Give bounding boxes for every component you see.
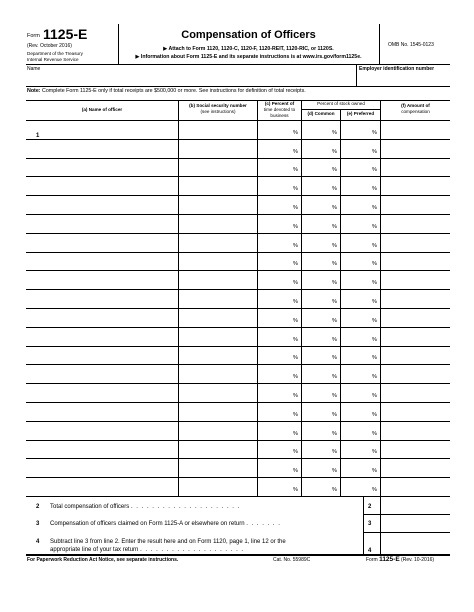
compensation-amount-field[interactable] <box>381 309 450 327</box>
percent-sign-preferred: % <box>372 242 377 249</box>
ssn-field[interactable] <box>179 234 257 252</box>
ssn-field[interactable] <box>179 459 257 477</box>
percent-sign-preferred: % <box>372 487 377 493</box>
percent-sign-preferred: % <box>372 374 377 381</box>
percent-sign-common: % <box>332 242 337 249</box>
officer-name-field[interactable] <box>26 441 178 459</box>
officer-name-field[interactable] <box>26 347 178 365</box>
percent-sign-preferred: % <box>372 148 377 155</box>
compensation-amount-field[interactable] <box>381 459 450 477</box>
ssn-field[interactable] <box>179 441 257 459</box>
percent-sign-time: % <box>293 374 298 381</box>
stock-owned-header: Percent of stock owned <box>317 101 365 106</box>
note-bold: Note: <box>27 88 41 94</box>
line-4-box-label: 4 <box>368 548 372 554</box>
percent-sign-common: % <box>332 355 337 362</box>
attach-instruction: ▶ Attach to Form 1120, 1120-C, 1120-F, 1120-REIT, 1120-RIC, or 1120S. <box>163 46 334 52</box>
col-c-header-line2: time devoted to <box>263 107 296 112</box>
percent-sign-preferred: % <box>372 449 377 456</box>
percent-sign-time: % <box>293 393 298 399</box>
percent-sign-time: % <box>293 355 298 362</box>
officer-name-field[interactable] <box>26 215 178 233</box>
percent-sign-common: % <box>332 374 337 381</box>
ssn-field[interactable] <box>179 384 257 402</box>
name-field[interactable] <box>26 73 356 85</box>
percent-sign-time: % <box>293 487 298 493</box>
compensation-amount-field[interactable] <box>381 159 450 177</box>
percent-sign-preferred: % <box>372 167 377 174</box>
percent-sign-time: % <box>293 336 298 343</box>
ssn-field[interactable] <box>179 196 257 214</box>
officer-name-field[interactable] <box>26 422 178 440</box>
line-3-number: 3 <box>36 521 40 527</box>
percent-sign-time: % <box>293 205 298 211</box>
ssn-field[interactable] <box>179 309 257 327</box>
officer-name-field[interactable] <box>26 121 178 139</box>
percent-sign-time: % <box>293 223 298 230</box>
officer-name-field[interactable] <box>26 177 178 195</box>
officer-name-field[interactable] <box>26 403 178 421</box>
officer-name-field[interactable] <box>26 309 178 327</box>
percent-sign-time: % <box>293 411 298 418</box>
officer-name-field[interactable] <box>26 365 178 383</box>
percent-sign-common: % <box>332 430 337 437</box>
percent-sign-common: % <box>332 468 337 475</box>
ssn-field[interactable] <box>179 215 257 233</box>
percent-sign-preferred: % <box>372 317 377 324</box>
line-2-amount-field[interactable] <box>381 496 450 514</box>
officer-name-field[interactable] <box>26 459 178 477</box>
percent-sign-time: % <box>293 186 298 193</box>
officer-name-field[interactable] <box>26 384 178 402</box>
percent-sign-common: % <box>332 336 337 343</box>
percent-sign-time: % <box>293 261 298 268</box>
form-number: 1125-E <box>43 26 88 42</box>
col-f-header-line1: (f) Amount of <box>401 103 430 108</box>
percent-sign-common: % <box>332 261 337 268</box>
ssn-field[interactable] <box>179 140 257 158</box>
line-1-number: 1 <box>36 133 40 139</box>
percent-sign-common: % <box>332 299 337 305</box>
ssn-field[interactable] <box>179 422 257 440</box>
col-c-header-line3: business <box>270 113 289 118</box>
compensation-amount-field[interactable] <box>381 177 450 195</box>
percent-sign-common: % <box>332 186 337 193</box>
percent-sign-time: % <box>293 317 298 324</box>
form-title: Compensation of Officers <box>181 29 316 41</box>
ein-label: Employer identification number <box>359 66 435 72</box>
department-line2: Internal Revenue Service <box>27 57 79 62</box>
percent-sign-preferred: % <box>372 393 377 399</box>
percent-sign-preferred: % <box>372 355 377 362</box>
officer-name-field[interactable] <box>26 478 178 496</box>
line-4-text-line1: Subtract line 3 from line 2. Enter the result here and on Form 1120, page 1, line 12 or the <box>50 539 286 545</box>
footer-cat-number: Cat. No. 55989C <box>273 557 311 563</box>
officer-name-field[interactable] <box>26 271 178 289</box>
percent-sign-preferred: % <box>372 468 377 475</box>
line-4-number: 4 <box>36 539 40 545</box>
percent-sign-time: % <box>293 167 298 174</box>
compensation-amount-field[interactable] <box>381 347 450 365</box>
ssn-field[interactable] <box>179 290 257 308</box>
officer-name-field[interactable] <box>26 159 178 177</box>
col-f-header-line2: compensation <box>401 109 430 114</box>
percent-sign-preferred: % <box>372 411 377 418</box>
percent-sign-preferred: % <box>372 336 377 343</box>
col-c-header-line1: (c) Percent of <box>264 101 295 106</box>
line-4-text-line2: appropriate line of your tax return . . . . . . . . . . . . . . . . . . . . <box>50 547 245 553</box>
percent-sign-preferred: % <box>372 205 377 211</box>
ssn-field[interactable] <box>179 328 257 346</box>
ssn-field[interactable] <box>179 478 257 496</box>
officer-name-field[interactable] <box>26 328 178 346</box>
compensation-amount-field[interactable] <box>381 234 450 252</box>
form-label: Form <box>27 33 40 39</box>
compensation-amount-field[interactable] <box>381 215 450 233</box>
percent-sign-time: % <box>293 148 298 155</box>
compensation-amount-field[interactable] <box>381 403 450 421</box>
compensation-amount-field[interactable] <box>381 253 450 271</box>
percent-sign-time: % <box>293 449 298 456</box>
line-3-text: Compensation of officers claimed on Form 1125-A or elsewhere on return . . . . . . . <box>50 521 281 527</box>
line-3-amount-field[interactable] <box>381 514 450 532</box>
percent-sign-preferred: % <box>372 186 377 193</box>
percent-sign-common: % <box>332 449 337 456</box>
officer-name-field[interactable] <box>26 234 178 252</box>
line-3-box-label: 3 <box>368 521 372 527</box>
percent-sign-time: % <box>293 242 298 249</box>
ssn-field[interactable] <box>179 403 257 421</box>
compensation-amount-field[interactable] <box>381 422 450 440</box>
col-b-header-line2: (see instructions) <box>200 109 236 114</box>
officer-name-field[interactable] <box>26 140 178 158</box>
compensation-amount-field[interactable] <box>381 365 450 383</box>
percent-sign-time: % <box>293 430 298 437</box>
ssn-field[interactable] <box>179 121 257 139</box>
compensation-amount-field[interactable] <box>381 384 450 402</box>
ssn-field[interactable] <box>179 271 257 289</box>
percent-sign-common: % <box>332 317 337 324</box>
line-2-number: 2 <box>36 504 40 510</box>
ssn-field[interactable] <box>179 365 257 383</box>
ssn-field[interactable] <box>179 347 257 365</box>
ssn-field[interactable] <box>179 253 257 271</box>
line-2-box-label: 2 <box>368 504 372 510</box>
col-e-header: (e) Preferred <box>346 111 375 116</box>
omb-number: OMB No. 1545-0123 <box>388 42 434 48</box>
percent-sign-common: % <box>332 129 337 136</box>
compensation-amount-field[interactable] <box>381 290 450 308</box>
compensation-amount-field[interactable] <box>381 121 450 139</box>
percent-sign-time: % <box>293 280 298 287</box>
ssn-field[interactable] <box>179 159 257 177</box>
percent-sign-preferred: % <box>372 299 377 305</box>
col-d-header: (d) Common <box>307 111 335 116</box>
percent-sign-common: % <box>332 280 337 287</box>
form-revision: (Rev. October 2016) <box>27 43 72 49</box>
compensation-amount-field[interactable] <box>381 478 450 496</box>
compensation-amount-field[interactable] <box>381 328 450 346</box>
percent-sign-common: % <box>332 411 337 418</box>
name-label: Name <box>27 66 41 72</box>
line-4-amount-field[interactable] <box>381 532 450 554</box>
note-text: Complete Form 1125-E only if total receipts are $500,000 or more. See instructions for definition of total receipts. <box>40 88 306 94</box>
officer-name-field[interactable] <box>26 196 178 214</box>
percent-sign-time: % <box>293 129 298 136</box>
footer-paperwork-notice: For Paperwork Reduction Act Notice, see separate instructions. <box>27 557 179 563</box>
ein-field[interactable] <box>357 73 450 85</box>
col-b-header-line1: (b) Social security number <box>189 103 247 108</box>
col-a-header: (a) Name of officer <box>81 107 123 112</box>
officer-name-field[interactable] <box>26 253 178 271</box>
compensation-amount-field[interactable] <box>381 441 450 459</box>
percent-sign-common: % <box>332 487 337 493</box>
note <box>27 89 306 94</box>
percent-sign-common: % <box>332 205 337 211</box>
percent-sign-common: % <box>332 167 337 174</box>
percent-sign-preferred: % <box>372 280 377 287</box>
department-line1: Department of the Treasury <box>27 51 83 56</box>
line-2-text: Total compensation of officers . . . . . . . . . . . . . . . . . . . . . <box>50 504 241 510</box>
percent-sign-preferred: % <box>372 129 377 136</box>
percent-sign-preferred: % <box>372 261 377 268</box>
percent-sign-time: % <box>293 299 298 305</box>
percent-sign-common: % <box>332 393 337 399</box>
info-instruction: ▶ Information about Form 1125-E and its separate instructions is at www.irs.gov/form1125e. <box>135 54 362 60</box>
compensation-amount-field[interactable] <box>381 140 450 158</box>
percent-sign-common: % <box>332 223 337 230</box>
ssn-field[interactable] <box>179 177 257 195</box>
percent-sign-common: % <box>332 148 337 155</box>
compensation-amount-field[interactable] <box>381 271 450 289</box>
percent-sign-preferred: % <box>372 223 377 230</box>
percent-sign-preferred: % <box>372 430 377 437</box>
footer-form-id: Form 1125-E (Rev. 10-2016) <box>366 556 435 563</box>
percent-sign-time: % <box>293 468 298 475</box>
compensation-amount-field[interactable] <box>381 196 450 214</box>
officer-name-field[interactable] <box>26 290 178 308</box>
